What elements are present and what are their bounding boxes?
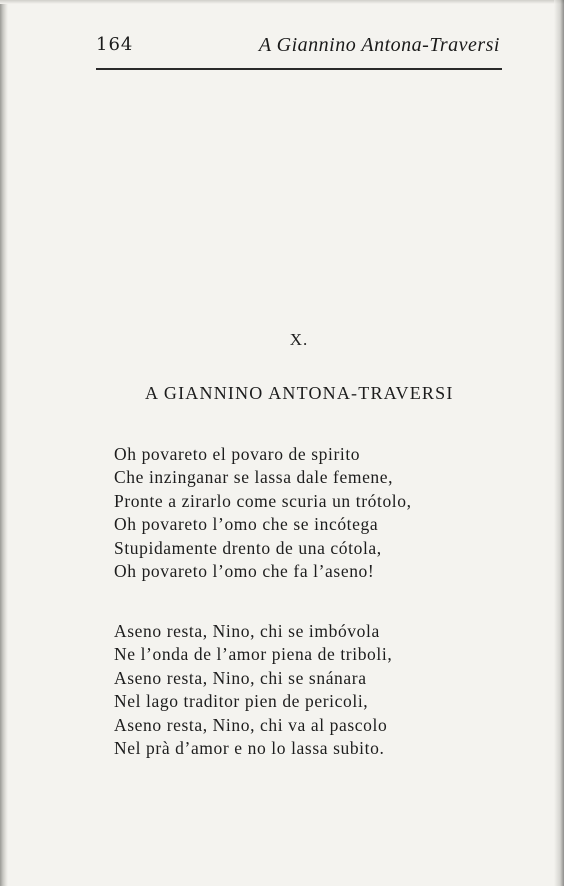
verse-line: Che inzinganar se lassa dale femene, [114, 467, 394, 488]
verse-line: Stupidamente drento de una cótola, [114, 537, 382, 558]
verse-line: Ne l’onda de l’amor piena de triboli, [114, 644, 393, 665]
page-number: 164 [96, 34, 134, 55]
page-right-edge [554, 0, 564, 886]
verse-line: Oh povareto l’omo che se incótega [114, 514, 379, 535]
verse-line: Aseno resta, Nino, chi se imbóvola [114, 621, 380, 641]
page-top-edge [0, 0, 564, 4]
verse-line: Pronte a zirarlo come scuria un trótolo, [114, 490, 412, 511]
stanza-1 [114, 443, 412, 583]
stanza-2 [114, 620, 392, 760]
page-binding-edge [0, 0, 8, 886]
poem-title: A GIANNINO ANTONA-TRAVERSI [145, 383, 454, 403]
running-title: A Giannino Antona-Traversi [258, 34, 500, 56]
running-head [96, 34, 500, 60]
verse-line: Oh povareto el povaro de spirito [114, 444, 361, 464]
verse-line: Oh povareto l’omo che fa l’aseno! [114, 560, 375, 581]
header-rule [96, 68, 502, 70]
section-number: X. [289, 330, 309, 349]
verse-line: Nel lago traditor pien de pericoli, [114, 691, 369, 712]
verse-line: Aseno resta, Nino, chi va al pascolo [114, 714, 388, 735]
verse-line: Nel prà d’amor e no lo lassa subito. [114, 737, 385, 758]
verse-line: Aseno resta, Nino, chi se snánara [114, 667, 367, 688]
